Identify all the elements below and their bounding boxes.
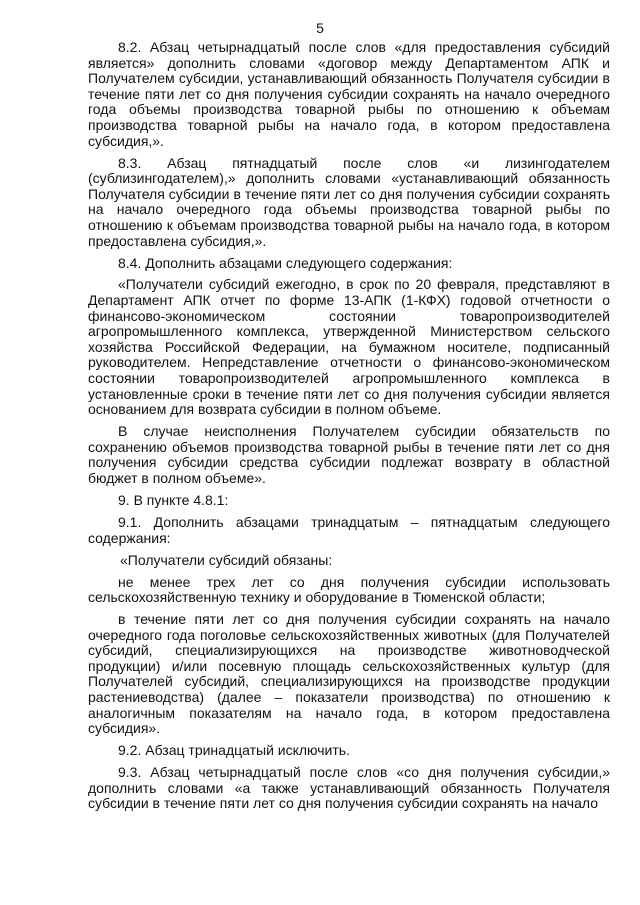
paragraph-8-2: 8.2. Абзац четырнадцатый после слов «для предоставления субсидий является» дополнить словами «договор между Департаментом АПК и Получателем субсидии, устанавливающий обязанность Получателя субсидии в течение пяти лет со дня получения субсидии сохранять на начало очередного года объемы производства товарной рыбы по отношению к объемам производства товарной рыбы на начало года, в котором предоставлена субсидия,». xyxy=(88,39,610,149)
paragraph-8-3: 8.3. Абзац пятнадцатый после слов «и лизингодателем (сублизингодателем),» дополнить словами «устанавливающий обязанность Получателя субсидии в течение пяти лет со дня получения субсидии сохранять на начало очередного года объемы производства товарной рыбы по отношению к объемам производства товарной рыбы на начало года, в котором предоставлена субсидия,». xyxy=(88,154,610,249)
paragraph-8-4: 8.4. Дополнить абзацами следующего содержания: xyxy=(118,254,453,271)
document-body xyxy=(88,40,610,818)
page-number: 5 xyxy=(316,20,324,36)
paragraph-obligations-intro: «Получатели субсидий обязаны: xyxy=(120,551,333,568)
paragraph-livestock-crops: в течение пяти лет со дня получения субсидии сохранять на начало очередного года поголовье сельскохозяйственных животных (для Получателей субсидий, специализирующихся на производстве животноводческой продукции) и/или посевную площадь сельскохозяйственных культур (для Получателей субсидий, специализирующихся на производстве продукции растениеводства) (далее – показатели производства) по отношению к аналогичным показателям на начало года, в котором предоставлена субсидия». xyxy=(88,611,610,737)
paragraph-refund-condition: В случае неисполнения Получателем субсидии обязательств по сохранению объемов производства товарной рыбы в течение пяти лет со дня получения субсидии средства субсидии подлежат возврату в областной бюджет в полном объеме». xyxy=(88,423,610,486)
paragraph-9-1: 9.1. Дополнить абзацами тринадцатым – пятнадцатым следующего содержания: xyxy=(88,513,610,546)
paragraph-report-requirement: «Получатели субсидий ежегодно, в срок по 20 февраля, представляют в Департамент АПК отчет по форме 13-АПК (1-КФХ) годовой отчетности о финансово-экономическом состоянии товаропроизводителей агропромышленного комплекса, утвержденной Министерством сельского хозяйства Российской Федерации, на бумажном носителе, подписанный руководителем. Непредставление отчетности о финансово-экономическом состоянии товаропроизводителей агропромышленного комплекса в установленные сроки в течение пяти лет со дня получения субсидии является основанием для возврата субсидии в полном объеме. xyxy=(88,276,610,418)
paragraph-9: 9. В пункте 4.8.1: xyxy=(118,491,229,508)
paragraph-9-3: 9.3. Абзац четырнадцатый после слов «со дня получения субсидии,» дополнить словами «а также устанавливающий обязанность Получателя субсидии в течение пяти лет со дня получения субсидии сохранять на начало xyxy=(88,764,610,812)
paragraph-9-2: 9.2. Абзац тринадцатый исключить. xyxy=(118,742,350,759)
paragraph-equipment-use: не менее трех лет со дня получения субсидии использовать сельскохозяйственную технику и оборудование в Тюменской области; xyxy=(88,573,610,606)
